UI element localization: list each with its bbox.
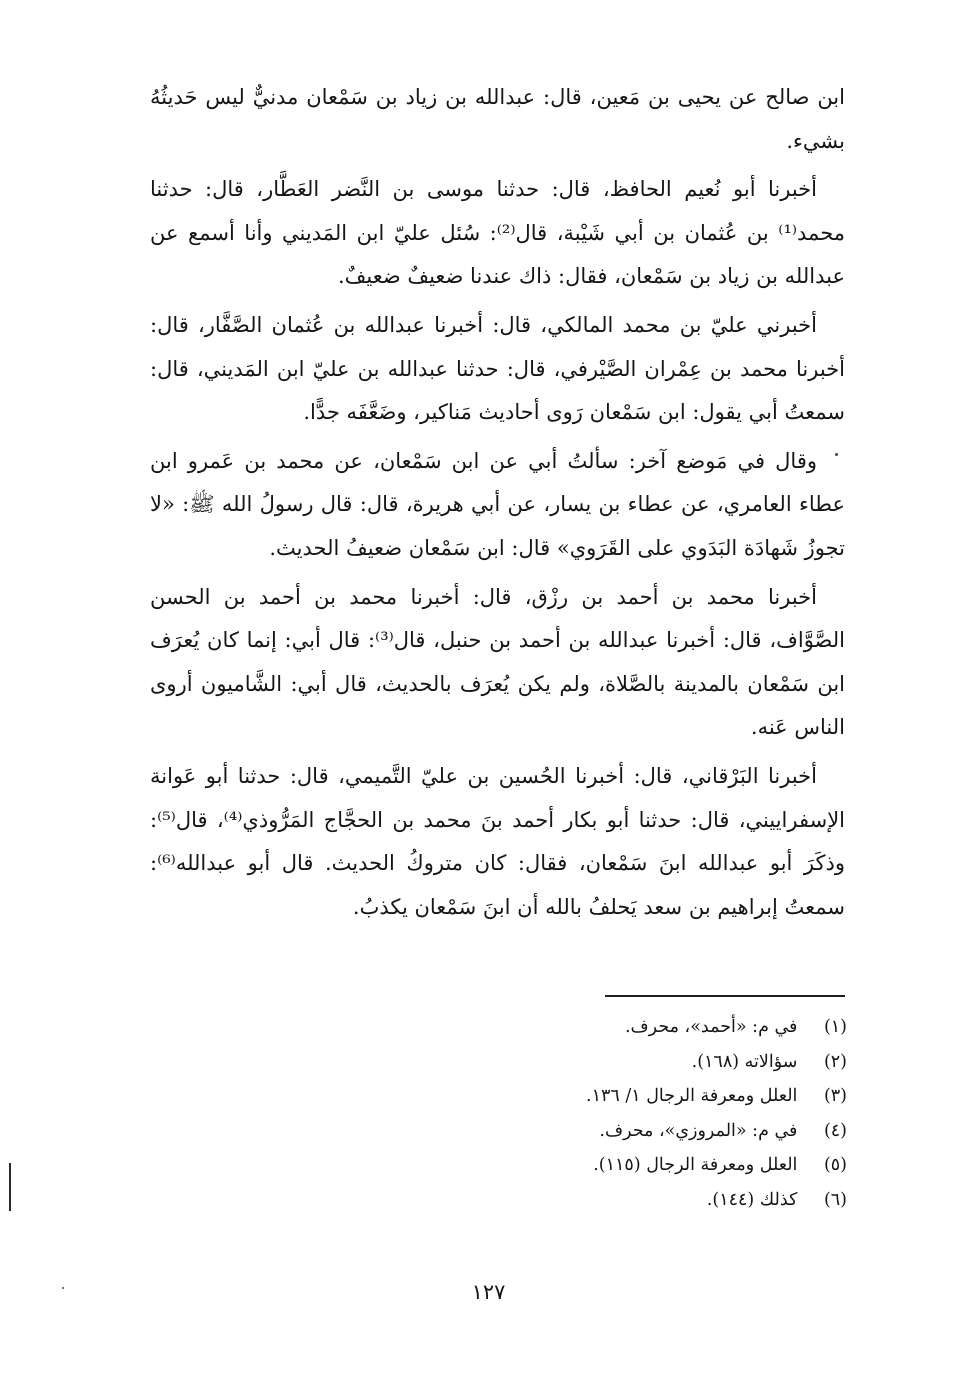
- footnotes: [347, 1010, 847, 1217]
- footnote-number: (٣): [823, 1086, 847, 1106]
- footnote-text: في م: «المروزي»، محرف.: [599, 1120, 798, 1141]
- paragraph-1: ابن صالح عن يحيى بن مَعين، قال: عبدالله بن زياد بن سَمْعان مدنيٌّ ليس حَديثُهُ بشيء.: [150, 85, 845, 153]
- paragraph-5: أخبرنا محمد بن أحمد بن رزْق، قال: أخبرنا محمد بن أحمد بن الحسن الصَّوَّاف، قال: أخبرنا عبدالله بن أحمد بن حنبل، قال⁽³⁾: قال أبي: إنما كان يُعرَف ابن سَمْعان بالمدينة بالصَّلاة، ولم يكن يُعرَف بالحديث، قال أبي: الشَّاميون أروى الناس عَنه.: [150, 584, 845, 740]
- footnote-item: [347, 1114, 847, 1149]
- scan-margin-mark: [9, 1163, 11, 1211]
- footnote-number: (٥): [823, 1155, 847, 1175]
- footnote-item: [347, 1010, 847, 1045]
- scan-speck: [835, 453, 838, 456]
- footnote-item: [347, 1183, 847, 1218]
- footnote-number: (٤): [823, 1120, 847, 1141]
- page-number: ١٢٧: [471, 1280, 506, 1304]
- paragraph-2: أخبرنا أبو نُعيم الحافظ، قال: حدثنا موسى بن النَّضر العَطَّار، قال: حدثنا محمد⁽¹⁾ بن عُثمان بن أبي شَيْبة، قال⁽²⁾: سُئل عليّ ابن المَديني وأنا أسمع عن عبدالله بن زياد بن سَمْعان، فقال: ذاك عندنا ضعيفٌ ضعيفٌ.: [150, 177, 846, 289]
- footnote-text: سؤالاته (١٦٨).: [691, 1051, 798, 1072]
- footnote-separator: [605, 995, 845, 997]
- paragraph-6: أخبرنا البَرْقاني، قال: أخبرنا الحُسين بن عليّ التَّميمي، قال: حدثنا أبو عَوانة الإسفراييني، قال: حدثنا أبو بكار أحمد بنَ محمد بن الحجَّاج المَرُّوذي⁽⁴⁾، قال⁽⁵⁾: وذكَرَ أبو عبدالله ابنَ سَمْعان، فقال: كان متروكُ الحديث. قال أبو عبدالله⁽⁶⁾: سمعتُ إبراهيم بن سعد يَحلفُ بالله أن ابنَ سَمْعان يكذبُ.: [150, 763, 846, 919]
- footnote-item: [347, 1148, 847, 1183]
- paragraph-4: وقال في مَوضع آخر: سألتُ أبي عن ابن سَمْعان، عن محمد بن عَمرو ابن عطاء العامري، عن عطاء بن يسار، عن أبي هريرة، قال: قال رسولُ الله ﷺ: «لا تجوزُ شَهادَة البَدَوي على القَرَوي» قال: ابن سَمْعان ضعيفُ الحديث.: [150, 448, 845, 560]
- footnote-item: [347, 1079, 847, 1114]
- footnote-number: (٢): [823, 1051, 847, 1072]
- scan-speck: [62, 1287, 64, 1289]
- paragraph-3: أخبرني عليّ بن محمد المالكي، قال: أخبرنا عبدالله بن عُثمان الصَّفَّار، قال: أخبرنا محمد بن عِمْران الصَّيْرفي، قال: حدثنا عبدالله بن عليّ ابن المَديني، قال: سمعتُ أبي يقول: ابن سَمْعان رَوى أحاديث مَناكير، وضَعَّفَه جدًّا.: [150, 312, 845, 425]
- footnote-text: كذلك (١٤٤).: [706, 1189, 798, 1210]
- footnote-item: [347, 1045, 847, 1080]
- main-text: [150, 76, 845, 934]
- footnote-text: في م: «أحمد»، محرف.: [624, 1017, 798, 1037]
- footnote-text: العلل ومعرفة الرجال ١/ ١٣٦.: [586, 1086, 798, 1106]
- footnote-number: (١): [823, 1017, 847, 1037]
- footnote-text: العلل ومعرفة الرجال (١١٥).: [593, 1155, 798, 1175]
- footnote-number: (٦): [823, 1189, 847, 1210]
